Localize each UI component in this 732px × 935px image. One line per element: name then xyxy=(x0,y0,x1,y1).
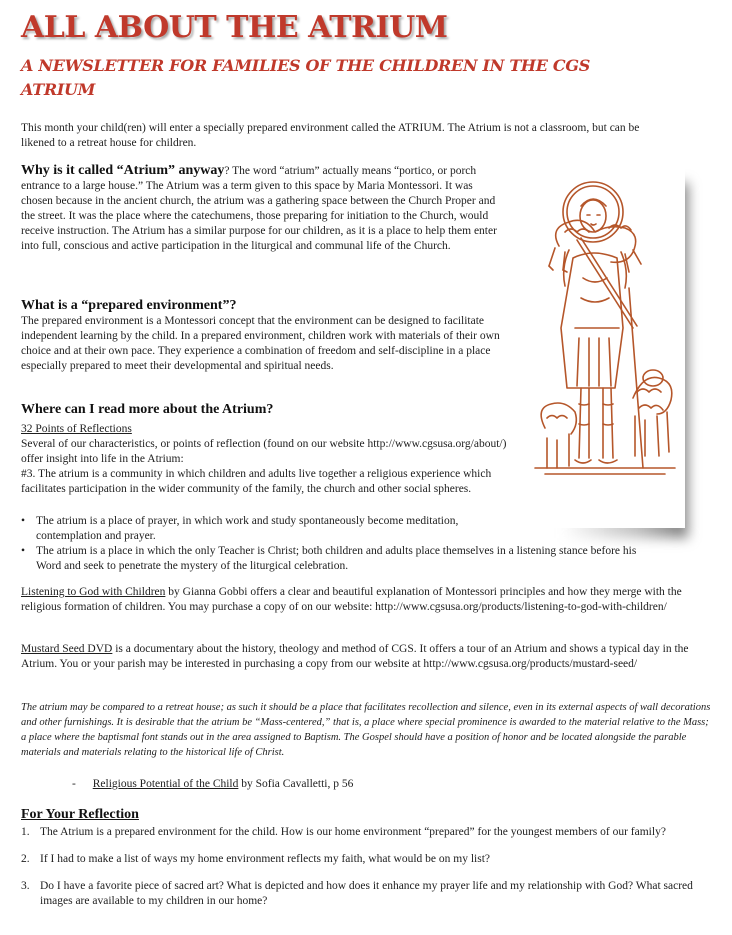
read-more-heading: Where can I read more about the Atrium? xyxy=(21,402,274,417)
reflection-heading: For Your Reflection xyxy=(21,807,139,822)
quote-source-title: Religious Potential of the Child xyxy=(92,778,239,790)
prepared-environment-text: The prepared environment is a Montessori concept that the environment can be designed to facilitate independent learning by the child. In a prepared environment, children work with materials of their own choice and at their own pace. They experience a combination of freedom and self-discipline in a place especially prepared to meet their developmental and spiritual needs. xyxy=(21,315,500,372)
quote-source xyxy=(72,777,572,792)
bullet-icon: • xyxy=(21,545,26,557)
points-intro: Several of our characteristics, or points of reflection (found on our website http://www.cgsusa.org/about/) offer insight into life in the Atrium: xyxy=(21,438,507,465)
bullet-item: • The atrium is a place in which the only Teacher is Christ; both children and adults place themselves in a listening stance before his Word and seek to penetrate the mystery of the liturgical celebration. xyxy=(21,545,637,572)
point-3: #3. The atrium is a community in which children and adults live together a religious experience which facilitates participation in the wider community of the family, the church and other social spheres. xyxy=(21,468,492,495)
why-atrium-text: ? The word “atrium” actually means “portico, or porch entrance to a large house.” The Atrium was a term given to this space by Maria Montessori. It was chosen because in the ancient church, the atrium was a gathering space between the Church Proper and the street. It was the place where the catechumens, those preparing for initiation to the Church, would receive instruction. The Atrium has a similar purpose for our children, as it is a place to help them enter into full, conscious and active participation in the liturgical and communal life of the Church. xyxy=(21,165,497,252)
bullet-item: • The atrium is a place of prayer, in which work and study spontaneously become meditation, contemplation and prayer. xyxy=(21,515,459,542)
mustard-seed-paragraph: Mustard Seed DVD is a documentary about the history, theology and method of CGS. It offers a tour of an Atrium and shows a typical day in the Atrium. You or your parish may be interested in purchasing a copy from our website at http://www.cgsusa.org/products/mustard-seed/ xyxy=(21,643,689,670)
quote-dash: - xyxy=(72,778,76,790)
why-atrium-heading: Why is it called “Atrium” anyway xyxy=(21,163,225,178)
reflection-item: 1. The Atrium is a prepared environment for the child. How is our home environment “prepared” for the youngest members of our family? xyxy=(21,826,666,838)
points-of-reflection-title: 32 Points of Reflections xyxy=(21,423,132,435)
quote-source-author: by Sofia Cavalletti, p 56 xyxy=(238,778,354,790)
newsletter-subtitle: A NEWSLETTER FOR FAMILIES OF THE CHILDREN IN THE CGS ATRIUM xyxy=(21,56,590,99)
retreat-quote: The atrium may be compared to a retreat house; as such it should be a place that facilitates recollection and silence, even in its external aspects of wall decorations and other furnishings. It is desirable that the atrium be “Mass-centered,” that is, a place where special prominence is awarded to the material relative to the Mass; a place where the baptismal font stands out in the area assigned to Baptism. The Gospel should have a position of honor and be located alongside the parable materials and materials relating to the historical life of Christ. xyxy=(21,702,711,758)
intro-paragraph: This month your child(ren) will enter a specially prepared environment called the ATRIUM. The Atrium is not a classroom, but can be likened to a retreat house for children. xyxy=(21,122,640,149)
prepared-environment-section xyxy=(21,297,506,374)
reflection-section xyxy=(21,806,711,921)
why-atrium-section xyxy=(21,162,506,254)
newsletter-title: ALL ABOUT THE ATRIUM xyxy=(21,10,448,45)
read-more-section xyxy=(21,401,511,497)
mustard-seed-link[interactable]: Mustard Seed DVD xyxy=(21,643,113,655)
listening-paragraph: Listening to God with Children by Gianna Gobbi offers a clear and beautiful explanation of Montessori principles and how they merge with the religious formation of children. You may purchase a copy of on our website: http://www.cgsusa.org/products/listening-to-god-with-children/ xyxy=(21,586,682,613)
bullet-icon: • xyxy=(21,515,26,527)
good-shepherd-illustration xyxy=(525,168,685,528)
reflection-item: 2. If I had to make a list of ways my home environment reflects my faith, what would be on my list? xyxy=(21,853,490,865)
reflection-item: 3. Do I have a favorite piece of sacred art? What is depicted and how does it enhance my prayer life and my relationship with God? What sacred images are available to my children in our home? xyxy=(21,880,693,907)
prepared-environment-heading: What is a “prepared environment”? xyxy=(21,298,237,313)
listening-book-link[interactable]: Listening to God with Children xyxy=(21,586,166,598)
reflection-list xyxy=(21,825,711,909)
